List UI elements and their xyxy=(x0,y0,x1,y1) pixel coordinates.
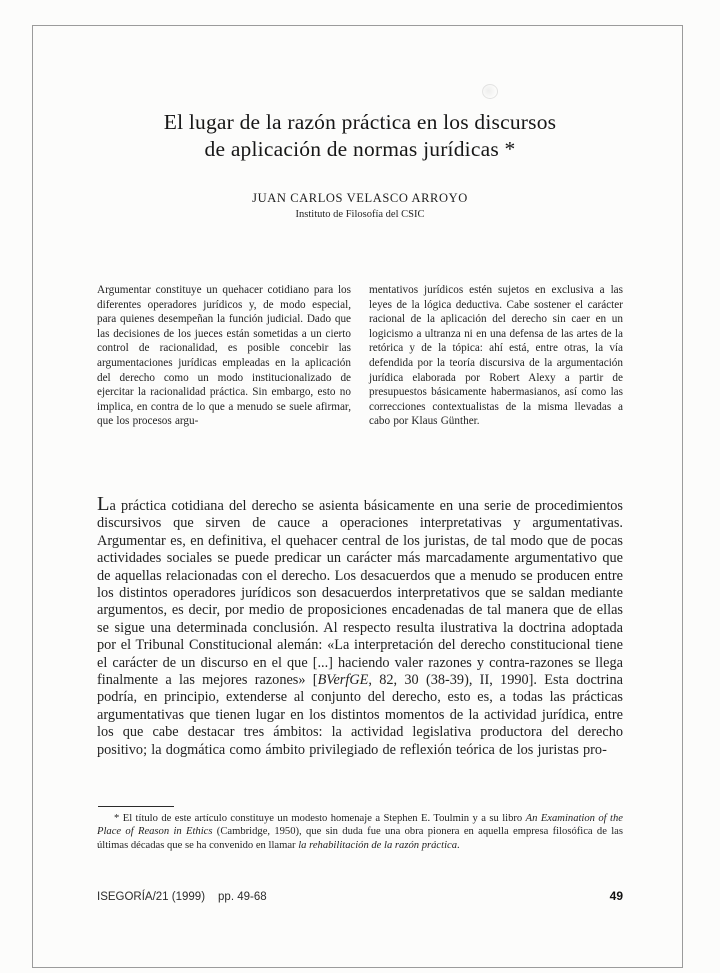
page-number: 49 xyxy=(609,889,623,903)
article-title-line2: de aplicación de normas jurídicas * xyxy=(204,137,516,161)
footer-journal-info xyxy=(97,891,267,903)
abstract-right-column: mentativos jurídicos estén sujetos en exclusiva a las leyes de la lógica deductiva. Cabe sostener el carácter racional de la aplicación del derecho sin caer en un logicismo a ultranza ni en una defensa de las artes de la retórica y de la tópica: ahí está, entre otras, la vía defendida por la teoría discursiva de la argumentación jurídica elaborada por Robert Alexy a partir de presupuestos básicamente habermasianos, así como las correcciones contextualistas de la misma llevadas a cabo por Klaus Günther. xyxy=(369,284,623,428)
footnote-divider xyxy=(98,806,174,807)
body-paragraph-text: a práctica cotidiana del derecho se asienta básicamente en una serie de procedimientos discursivos que sirven de cauce a operaciones interpretativas y argumentativas. Argumentar es, en definitiva, el quehacer central de los juristas, de tal modo que de pocas actividades sociales se puede predicar un carácter más marcadamente argumentativo que de aquellas relacionadas con el derecho. Los desacuerdos que a menudo se producen entre los distintos operadores jurídicos son desacuerdos interpretativos que se saldan mediante argumentos, es decir, por medio de proposiciones encadenadas de tal manera que de ellas se sigue una determinada conclusión. Al respecto resulta ilustrativa la doctrina adoptada por el Tribunal Constitucional alemán: «La interpretación del derecho constitucional tiene el carácter de un discurso en el que [...] haciendo valer razones y contra-razones se llega finalmente a las mejores razones» [BVerfGE, 82, 30 (38-39), II, 1990]. Esta doctrina podría, en principio, extenderse al conjunto del derecho, esto es, a todas las prácticas argumentativas que tienen lugar en los distintos momentos de la actividad jurídica, entre los que cabe destacar tres ámbitos: la actividad legislativa productora del derecho positivo; la dogmática como ámbito privilegiado de reflexión teórica de los juristas pro- xyxy=(97,498,623,758)
article-title-line1: El lugar de la razón práctica en los discursos xyxy=(163,110,557,134)
author-affiliation: Instituto de Filosofía del CSIC xyxy=(295,209,425,220)
article-title xyxy=(97,109,623,163)
lead-initial-letter: L xyxy=(97,493,110,515)
abstract-left-column: Argumentar constituye un quehacer cotidiano para los diferentes operadores jurídicos y, de modo especial, para quienes desempeñan la función judicial. Dado que las decisiones de los jueces están sometidas a un cierto control de racionalidad, es posible concebir las argumentaciones jurídicas empleadas en la aplicación del derecho como un modo institucionalizado de ejercitar la racionalidad práctica. Sin embargo, esto no implica, en contra de lo que a menudo se suele afirmar, que los procesos argu- xyxy=(97,284,351,428)
author-name: JUAN CARLOS VELASCO ARROYO xyxy=(252,191,468,205)
footnote-text: * El título de este artículo constituye un modesto homenaje a Stephen E. Toulmin y a su libro An Examination of the Place of Reason in Ethics (Cambridge, 1950), que sin duda fue una obra pionera en aquella empresa filosófica de las últimas décadas que se ha convenido en llamar la rehabilitación de la razón práctica. xyxy=(97,813,623,851)
page-range-label: pp. 49-68 xyxy=(218,891,267,903)
page-footer xyxy=(97,889,623,903)
journal-issue-label: ISEGORÍA/21 (1999) xyxy=(97,891,206,903)
scan-smudge-artifact xyxy=(482,84,498,99)
body-paragraph xyxy=(97,494,623,759)
abstract-columns xyxy=(97,283,623,429)
